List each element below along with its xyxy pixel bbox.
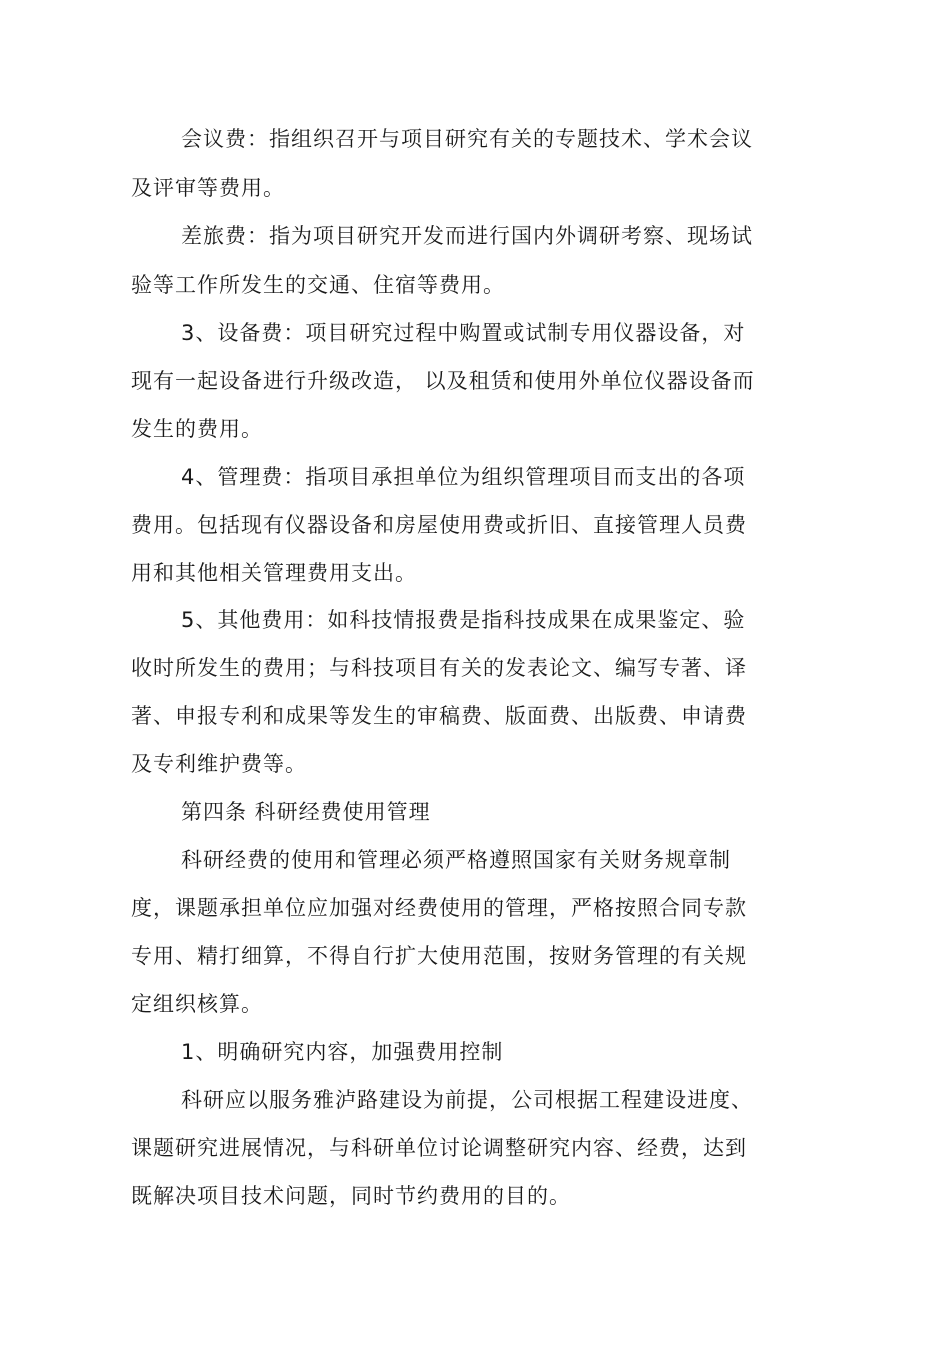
paragraph-funds-usage-line-1: 科研经费的使用和管理必须严格遵照国家有关财务规章制 (181, 848, 731, 872)
paragraph-equipment-fee-line-3: 发生的费用。 (131, 417, 263, 441)
paragraph-travel-fee-line-2: 验等工作所发生的交通、住宿等费用。 (131, 273, 505, 297)
paragraph-meeting-fee-line-2: 及评审等费用。 (131, 176, 285, 200)
section-heading-article-4: 第四条 科研经费使用管理 (181, 800, 431, 824)
subheading-clarify-research: 1、明确研究内容，加强费用控制 (181, 1040, 504, 1064)
paragraph-funds-usage-line-2: 度，课题承担单位应加强对经费使用的管理，严格按照合同专款 (131, 896, 747, 920)
paragraph-management-fee-line-3: 用和其他相关管理费用支出。 (131, 561, 417, 585)
paragraph-research-premise-line-1: 科研应以服务雅泸路建设为前提，公司根据工程建设进度、 (181, 1088, 753, 1112)
paragraph-meeting-fee-line-1: 会议费：指组织召开与项目研究有关的专题技术、学术会议 (181, 127, 753, 151)
paragraph-management-fee-line-1: 4、管理费：指项目承担单位为组织管理项目而支出的各项 (181, 465, 746, 489)
paragraph-funds-usage-line-4: 定组织核算。 (131, 992, 263, 1016)
paragraph-travel-fee-line-1: 差旅费：指为项目研究开发而进行国内外调研考察、现场试 (181, 224, 753, 248)
paragraph-other-fee-line-2: 收时所发生的费用；与科技项目有关的发表论文、编写专著、译 (131, 656, 747, 680)
paragraph-other-fee-line-4: 及专利维护费等。 (131, 752, 307, 776)
paragraph-research-premise-line-2: 课题研究进展情况，与科研单位讨论调整研究内容、经费，达到 (131, 1136, 747, 1160)
paragraph-management-fee-line-2: 费用。包括现有仪器设备和房屋使用费或折旧、直接管理人员费 (131, 513, 747, 537)
paragraph-research-premise-line-3: 既解决项目技术问题，同时节约费用的目的。 (131, 1184, 571, 1208)
paragraph-other-fee-line-3: 著、申报专利和成果等发生的审稿费、版面费、出版费、申请费 (131, 704, 747, 728)
paragraph-equipment-fee-line-1: 3、设备费：项目研究过程中购置或试制专用仪器设备，对 (181, 321, 746, 345)
paragraph-other-fee-line-1: 5、其他费用：如科技情报费是指科技成果在成果鉴定、验 (181, 608, 746, 632)
paragraph-equipment-fee-line-2: 现有一起设备进行升级改造， 以及租赁和使用外单位仪器设备而 (131, 369, 755, 393)
paragraph-funds-usage-line-3: 专用、精打细算，不得自行扩大使用范围，按财务管理的有关规 (131, 944, 747, 968)
